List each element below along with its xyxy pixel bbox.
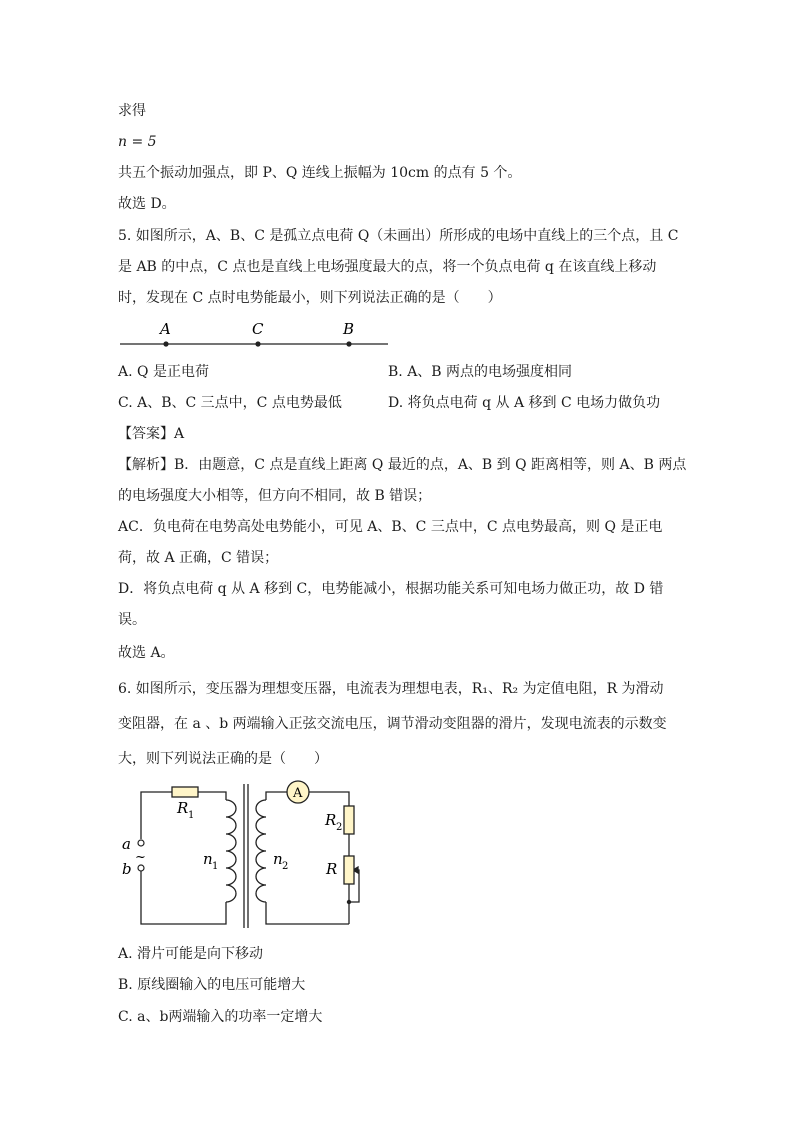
rheostat-r bbox=[344, 856, 354, 884]
q5-stem-line: 是 AB 的中点，C 点也是直线上电场强度最大的点，将一个负点电荷 q 在该直线上移动 bbox=[118, 259, 657, 275]
q5-option-b: B. A、B 两点的电场强度相同 bbox=[388, 364, 573, 380]
q5-conclusion: 故选 A。 bbox=[118, 645, 175, 661]
label-tilde: ~ bbox=[135, 850, 146, 865]
label-a: A bbox=[160, 320, 171, 338]
resistor-r2 bbox=[344, 806, 354, 834]
point-c bbox=[255, 341, 260, 346]
q5-answer: 【答案】A bbox=[118, 426, 185, 442]
q5-option-d: D. 将负点电荷 q 从 A 移到 C 电场力做负功 bbox=[388, 395, 661, 411]
label-r2-sub: 2 bbox=[336, 822, 343, 833]
q5-analysis-line: 误。 bbox=[118, 612, 146, 628]
label-r1-sub: 1 bbox=[188, 810, 195, 821]
solution-conclusion: 故选 D。 bbox=[118, 196, 176, 212]
q5-stem-line: 5. 如图所示，A、B、C 是孤立点电荷 Q（未画出）所形成的电场中直线上的三个点，且 C bbox=[118, 228, 679, 244]
primary-circuit bbox=[141, 787, 236, 924]
q5-analysis-line: 荷，故 A 正确，C 错误； bbox=[118, 550, 279, 566]
solution-text: 共五个振动加强点，即 P、Q 连线上振幅为 10cm 的点有 5 个。 bbox=[118, 165, 522, 181]
point-b bbox=[346, 341, 351, 346]
q6-stem-line: 大，则下列说法正确的是（ ） bbox=[118, 751, 328, 767]
label-r2: R bbox=[325, 811, 337, 829]
q5-analysis-line: 的电场强度大小相等，但方向不相同，故 B 错误； bbox=[118, 488, 432, 504]
q6-stem-line: 变阻器，在 a 、b 两端输入正弦交流电压，调节滑动变阻器的滑片，发现电流表的示数变 bbox=[118, 716, 667, 732]
q6-stem-line: 6. 如图所示，变压器为理想变压器，电流表为理想电表，R₁、R₂ 为定值电阻，R 为滑动 bbox=[118, 681, 664, 697]
resistor-r1 bbox=[172, 787, 198, 797]
label-n1: n bbox=[203, 850, 213, 868]
label-b: B bbox=[343, 320, 355, 338]
q5-analysis-line: AC．负电荷在电势高处电势能小，可见 A、B、C 三点中，C 点电势最高，则 Q 是正电 bbox=[118, 519, 663, 535]
q5-analysis-line: 【解析】B．由题意，C 点是直线上距离 Q 最近的点，A、B 到 Q 距离相等，则 A、B 两点 bbox=[118, 457, 687, 473]
label-r: R bbox=[326, 860, 338, 878]
terminal-a bbox=[138, 840, 144, 846]
solution-equation: n = 5 bbox=[118, 134, 157, 150]
q5-option-a: A. Q 是正电荷 bbox=[118, 364, 209, 380]
q5-line-figure bbox=[118, 318, 398, 352]
label-r1: R bbox=[177, 799, 189, 817]
terminal-b bbox=[138, 865, 144, 871]
point-a bbox=[163, 341, 168, 346]
label-c: C bbox=[252, 320, 264, 338]
primary-coil bbox=[226, 800, 236, 902]
label-n2-sub: 2 bbox=[282, 861, 289, 872]
label-b: b bbox=[122, 860, 132, 878]
q5-stem-line: 时，发现在 C 点时电势能最小，则下列说法正确的是（ ） bbox=[118, 290, 502, 306]
q6-option-a: A. 滑片可能是向下移动 bbox=[118, 946, 264, 962]
label-a: a bbox=[122, 835, 131, 853]
q5-option-c: C. A、B、C 三点中，C 点电势最低 bbox=[118, 395, 342, 411]
q6-transformer-circuit bbox=[118, 778, 378, 932]
q6-option-c: C. a、b两端输入的功率一定增大 bbox=[118, 1009, 323, 1025]
q5-analysis-line: D．将负点电荷 q 从 A 移到 C，电势能减小，根据功能关系可知电场力做正功，故 D 错 bbox=[118, 581, 664, 597]
solution-text: 求得 bbox=[118, 103, 146, 119]
label-n2: n bbox=[273, 850, 283, 868]
q6-option-b: B. 原线圈输入的电压可能增大 bbox=[118, 977, 306, 993]
label-n1-sub: 1 bbox=[212, 861, 219, 872]
secondary-coil bbox=[256, 800, 266, 902]
junction-dot bbox=[347, 900, 351, 904]
ammeter-label: A bbox=[293, 786, 303, 801]
